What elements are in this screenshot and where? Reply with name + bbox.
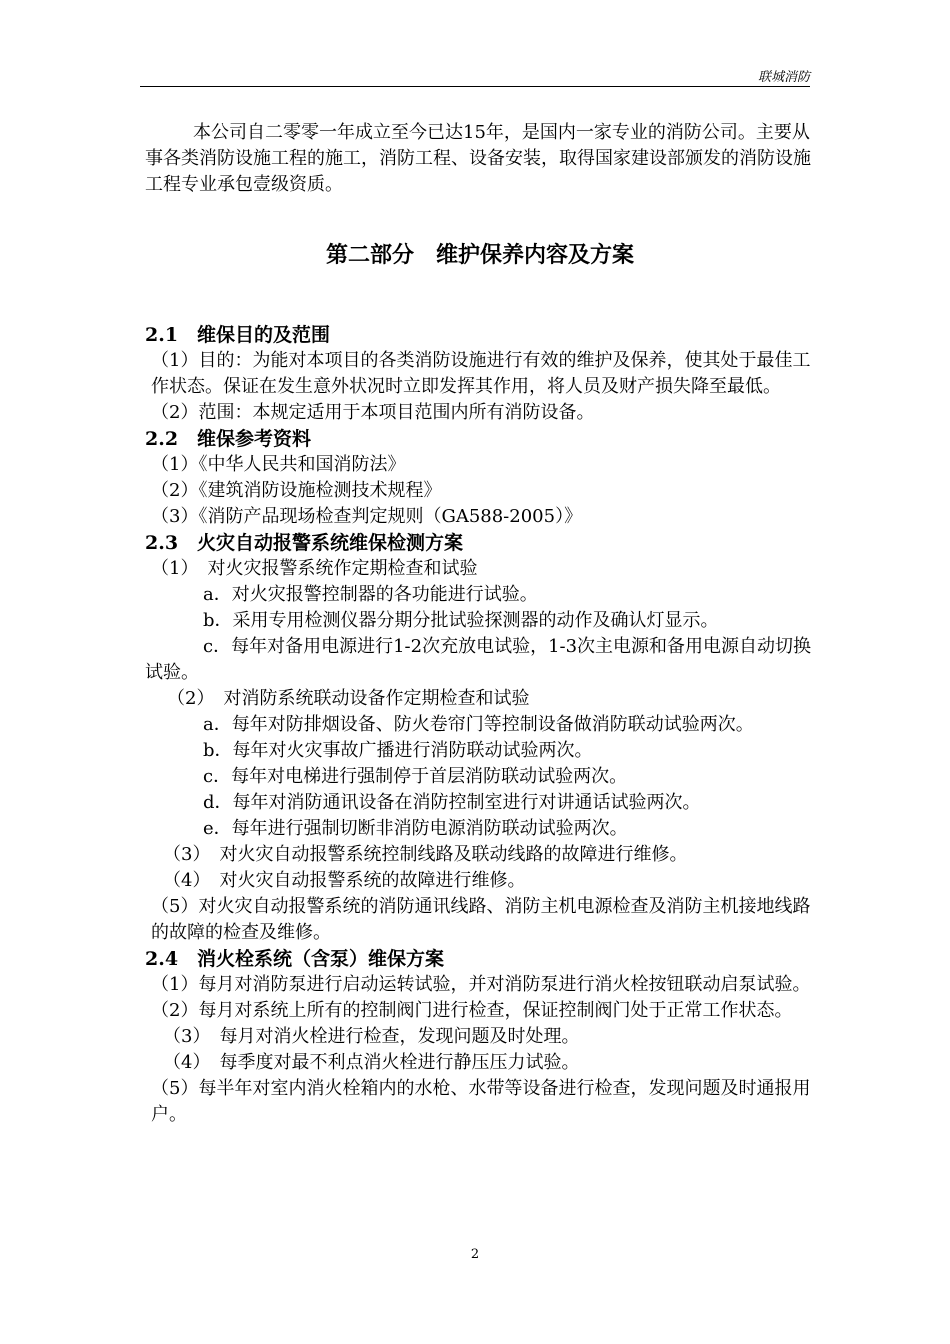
sub-item: b．采用专用检测仪器分期分批试验探测器的动作及确认灯显示。 (203, 610, 719, 631)
list-item: （1）每月对消防泵进行启动运转试验，并对消防泵进行消火栓按钮联动启泵试验。 (151, 974, 811, 995)
list-item: （2） 对消防系统联动设备作定期检查和试验 (167, 688, 530, 709)
page-number: 2 (470, 1247, 480, 1262)
list-item: （2）每月对系统上所有的控制阀门进行检查，保证控制阀门处于正常工作状态。 (151, 1000, 793, 1021)
list-item: （3） 每月对消火栓进行检查，发现问题及时处理。 (163, 1026, 580, 1047)
document-body (145, 120, 815, 1128)
heading-2-1: 2.1 维保目的及范围 (145, 324, 331, 346)
heading-2-2: 2.2 维保参考资料 (145, 428, 312, 450)
heading-2-3: 2.3 火灾自动报警系统维保检测方案 (145, 532, 464, 554)
page-header (140, 66, 810, 87)
list-item: （4） 对火灾自动报警系统的故障进行维修。 (163, 870, 526, 891)
header-text: 联城消防 (757, 70, 810, 85)
sub-item: e．每年进行强制切断非消防电源消防联动试验两次。 (203, 818, 628, 839)
list-item: （5）对火灾自动报警系统的消防通讯线路、消防主机电源检查及消防主机接地线路的故障的检查及维修。 (151, 896, 811, 943)
intro-paragraph: 本公司自二零零一年成立至今已达15年，是国内一家专业的消防公司。主要从事各类消防设施工程的施工，消防工程、设备安装，取得国家建设部颁发的消防设施工程专业承包壹级资质。 (145, 122, 811, 195)
heading-2-4: 2.4 消火栓系统（含泵）维保方案 (145, 948, 445, 970)
list-item: （2）《建筑消防设施检测技术规程》 (151, 480, 442, 501)
sub-item: c．每年对电梯进行强制停于首层消防联动试验两次。 (203, 766, 628, 787)
list-item: （1）《中华人民共和国消防法》 (151, 454, 406, 475)
sub-item: b．每年对火灾事故广播进行消防联动试验两次。 (203, 740, 593, 761)
sub-item: c．每年对备用电源进行1-2次充放电试验，1-3次主电源和备用电源自动切换试验。 (145, 636, 812, 683)
paragraph: （2）范围：本规定适用于本项目范围内所有消防设备。 (151, 402, 595, 423)
list-item: （3） 对火灾自动报警系统控制线路及联动线路的故障进行维修。 (163, 844, 688, 865)
sub-item: a．对火灾报警控制器的各功能进行试验。 (203, 584, 538, 605)
sub-item: a．每年对防排烟设备、防火卷帘门等控制设备做消防联动试验两次。 (203, 714, 754, 735)
section-title: 第二部分 维护保养内容及方案 (325, 242, 634, 268)
list-item: （1） 对火灾报警系统作定期检查和试验 (151, 558, 478, 579)
paragraph: （1）目的：为能对本项目的各类消防设施进行有效的维护及保养，使其处于最佳工作状态。保证在发生意外状况时立即发挥其作用，将人员及财产损失降至最低。 (151, 350, 811, 397)
list-item: （4） 每季度对最不利点消火栓进行静压压力试验。 (163, 1052, 580, 1073)
sub-item: d．每年对消防通讯设备在消防控制室进行对讲通话试验两次。 (203, 792, 701, 813)
list-item: （5）每半年对室内消火栓箱内的水枪、水带等设备进行检查，发现问题及时通报用户。 (151, 1078, 811, 1125)
list-item: （3）《消防产品现场检查判定规则（GA588-2005）》 (151, 506, 583, 527)
